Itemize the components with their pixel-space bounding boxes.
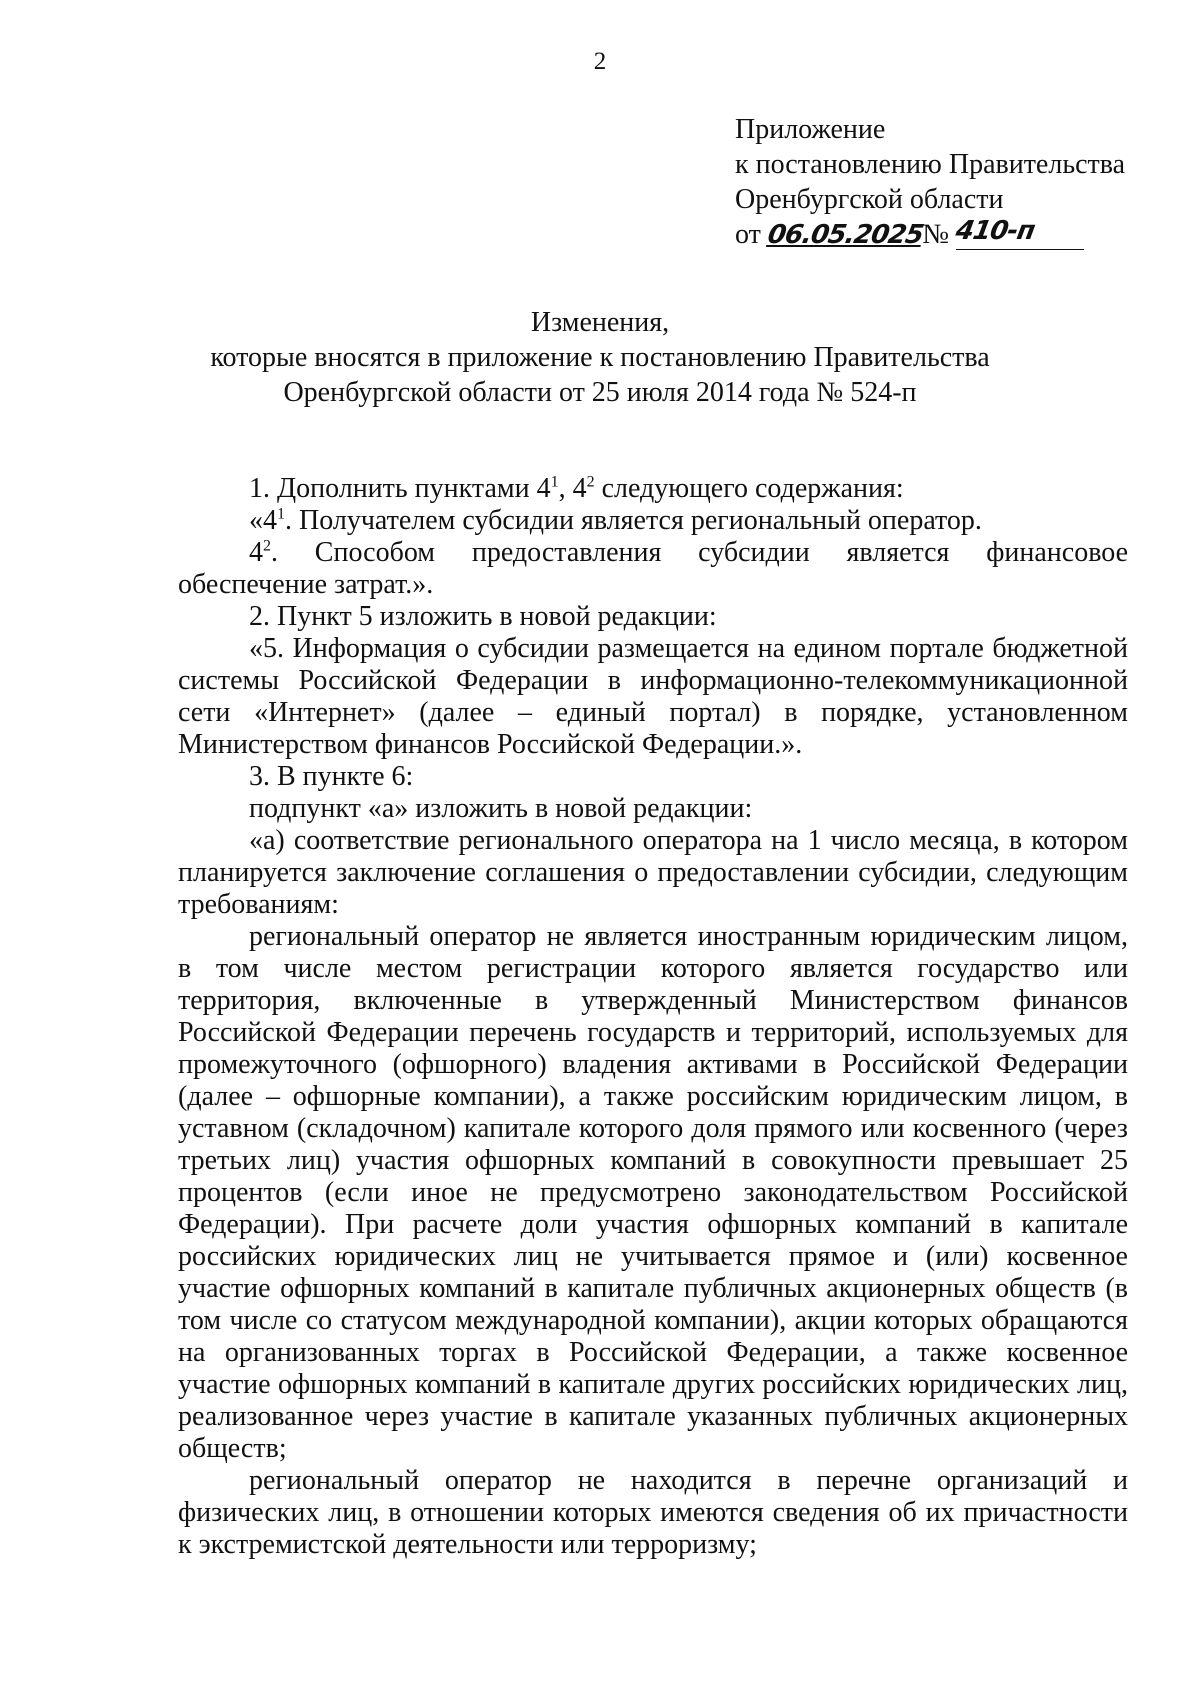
- paragraph-1: [178, 473, 1128, 505]
- document-title: [0, 305, 1200, 410]
- paragraph-2: [178, 505, 1128, 537]
- appendix-date-number-row: [735, 217, 1125, 254]
- paragraph-1-text-a: 1. Дополнить пунктами 4: [249, 473, 551, 504]
- handwritten-date: 06.05.2025: [765, 220, 926, 250]
- paragraph-3-text-a: 4: [249, 537, 263, 568]
- paragraph-6: 3. В пункте 6:: [249, 761, 414, 792]
- page-number: 2: [593, 48, 607, 75]
- superscript: 1: [277, 505, 285, 523]
- document-body: [178, 473, 1128, 1561]
- paragraph-5: «5. Информация о субсидии размещается на едином портале бюджетной системы Российской Федерации в информационно-телекоммуникационной сети «Интернет» (далее – единый портал) в порядке, установленном Министерством финансов Российской Федерации.».: [178, 633, 1128, 760]
- paragraph-8: «а) соответствие регионального оператора на 1 число месяца, в котором планируется заключение соглашения о предоставлении субсидии, следующим требованиям:: [178, 825, 1128, 920]
- title-line-2: которые вносятся в приложение к постановлению Правительства: [210, 342, 990, 373]
- paragraph-10: региональный оператор не находится в перечне организаций и физических лиц, в отношении которых имеются сведения об их причастности к экстремистской деятельности или терроризму;: [178, 1465, 1128, 1560]
- number-label: №: [922, 219, 950, 250]
- from-label: от: [735, 219, 761, 250]
- paragraph-1-text-b: , 4: [558, 473, 587, 504]
- paragraph-7: подпункт «а» изложить в новой редакции:: [249, 793, 753, 824]
- paragraph-2-text-a: «4: [249, 505, 277, 536]
- appendix-header: [735, 112, 1125, 254]
- paragraph-4: 2. Пункт 5 изложить в новой редакции:: [249, 601, 717, 632]
- paragraph-3-text-b: . Способом предоставления субсидии является финансовое обеспечение затрат.».: [178, 537, 1128, 600]
- title-line-3: Оренбургской области от 25 июля 2014 года № 524-п: [283, 377, 917, 408]
- paragraph-3: [178, 537, 1128, 601]
- handwritten-number: 410-п: [953, 216, 1037, 246]
- superscript: 1: [550, 473, 559, 491]
- title-line-1: Изменения,: [530, 307, 670, 338]
- paragraph-9: региональный оператор не является иностранным юридическим лицом, в том числе местом регистрации которого является государство или территория, включенные в утвержденный Министерством финансов Российской Федерации перечень государств и территорий, используемых для промежуточного (офшорного) владения активами в Российской Федерации (далее – офшорные компании), а также российским юридическим лицом, в уставном (складочном) капитале которого доля прямого или косвенного (через третьих лиц) участия офшорных компаний в совокупности превышает 25 процентов (если иное не предусмотрено законодательством Российской Федерации). При расчете доли участия офшорных компаний в капитале российских юридических лиц не учитывается прямое и (или) косвенное участие офшорных компаний в капитале публичных акционерных обществ (в том числе со статусом международной компании), акции которых обращаются на организованных торгах в Российской Федерации, а также косвенное участие офшорных компаний в капитале других российских юридических лиц, реализованное через участие в капитале указанных публичных акционерных обществ;: [178, 921, 1128, 1464]
- paragraph-2-text-b: . Получателем субсидии является региональный оператор.: [285, 505, 982, 536]
- superscript: 2: [586, 473, 595, 491]
- appendix-region: Оренбургской области: [735, 184, 1004, 215]
- paragraph-1-text-c: следующего содержания:: [594, 473, 904, 504]
- number-underline: [953, 213, 1084, 250]
- appendix-resolution-ref: к постановлению Правительства: [735, 149, 1126, 180]
- superscript: 2: [263, 537, 271, 555]
- appendix-label: Приложение: [735, 114, 886, 145]
